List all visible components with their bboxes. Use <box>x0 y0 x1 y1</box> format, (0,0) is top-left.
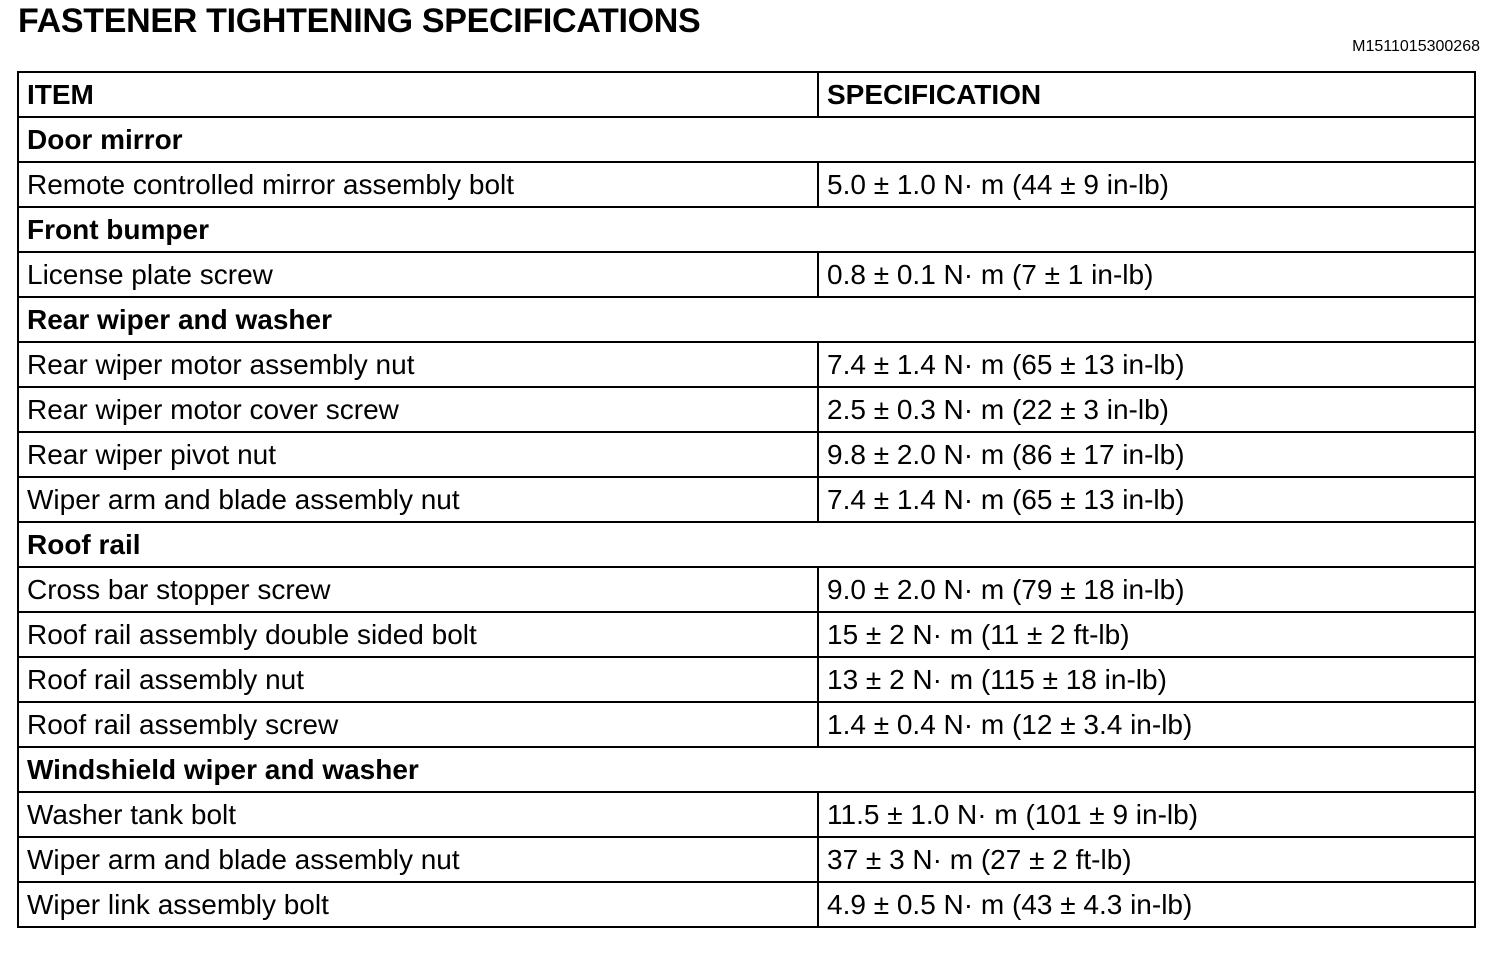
column-header-specification: SPECIFICATION <box>818 72 1475 117</box>
table-row <box>18 657 1475 702</box>
item-specification: 2.5 ± 0.3 N· m (22 ± 3 in-lb) <box>818 387 1475 432</box>
table-row <box>18 387 1475 432</box>
table-row <box>18 342 1475 387</box>
section-row <box>18 747 1475 792</box>
item-name: Washer tank bolt <box>18 792 818 837</box>
document-id: M1511015300268 <box>1352 38 1480 55</box>
item-specification: 7.4 ± 1.4 N· m (65 ± 13 in-lb) <box>818 477 1475 522</box>
section-title: Windshield wiper and washer <box>18 747 1475 792</box>
item-name: Roof rail assembly nut <box>18 657 818 702</box>
section-title: Front bumper <box>18 207 1475 252</box>
table-row <box>18 252 1475 297</box>
item-specification: 37 ± 3 N· m (27 ± 2 ft-lb) <box>818 837 1475 882</box>
item-name: License plate screw <box>18 252 818 297</box>
table-row <box>18 162 1475 207</box>
section-row <box>18 297 1475 342</box>
item-name: Rear wiper pivot nut <box>18 432 818 477</box>
item-name: Wiper arm and blade assembly nut <box>18 837 818 882</box>
item-name: Rear wiper motor cover screw <box>18 387 818 432</box>
item-name: Remote controlled mirror assembly bolt <box>18 162 818 207</box>
section-title: Door mirror <box>18 117 1475 162</box>
section-row <box>18 207 1475 252</box>
table-row <box>18 612 1475 657</box>
item-name: Roof rail assembly screw <box>18 702 818 747</box>
section-title: Roof rail <box>18 522 1475 567</box>
table-row <box>18 432 1475 477</box>
table-header-row <box>18 72 1475 117</box>
column-header-item: ITEM <box>18 72 818 117</box>
item-specification: 9.0 ± 2.0 N· m (79 ± 18 in-lb) <box>818 567 1475 612</box>
item-specification: 7.4 ± 1.4 N· m (65 ± 13 in-lb) <box>818 342 1475 387</box>
item-name: Wiper arm and blade assembly nut <box>18 477 818 522</box>
table-row <box>18 792 1475 837</box>
table-row <box>18 567 1475 612</box>
item-name: Roof rail assembly double sided bolt <box>18 612 818 657</box>
item-specification: 15 ± 2 N· m (11 ± 2 ft-lb) <box>818 612 1475 657</box>
item-name: Rear wiper motor assembly nut <box>18 342 818 387</box>
item-specification: 11.5 ± 1.0 N· m (101 ± 9 in-lb) <box>818 792 1475 837</box>
section-row <box>18 522 1475 567</box>
section-title: Rear wiper and washer <box>18 297 1475 342</box>
item-specification: 1.4 ± 0.4 N· m (12 ± 3.4 in-lb) <box>818 702 1475 747</box>
section-row <box>18 117 1475 162</box>
table-row <box>18 702 1475 747</box>
table-row <box>18 837 1475 882</box>
item-specification: 4.9 ± 0.5 N· m (43 ± 4.3 in-lb) <box>818 882 1475 927</box>
table-row <box>18 477 1475 522</box>
item-specification: 5.0 ± 1.0 N· m (44 ± 9 in-lb) <box>818 162 1475 207</box>
item-specification: 9.8 ± 2.0 N· m (86 ± 17 in-lb) <box>818 432 1475 477</box>
specifications-table <box>17 71 1476 928</box>
item-name: Wiper link assembly bolt <box>18 882 818 927</box>
table-row <box>18 882 1475 927</box>
item-specification: 0.8 ± 0.1 N· m (7 ± 1 in-lb) <box>818 252 1475 297</box>
item-specification: 13 ± 2 N· m (115 ± 18 in-lb) <box>818 657 1475 702</box>
item-name: Cross bar stopper screw <box>18 567 818 612</box>
page-title: FASTENER TIGHTENING SPECIFICATIONS <box>18 2 701 40</box>
